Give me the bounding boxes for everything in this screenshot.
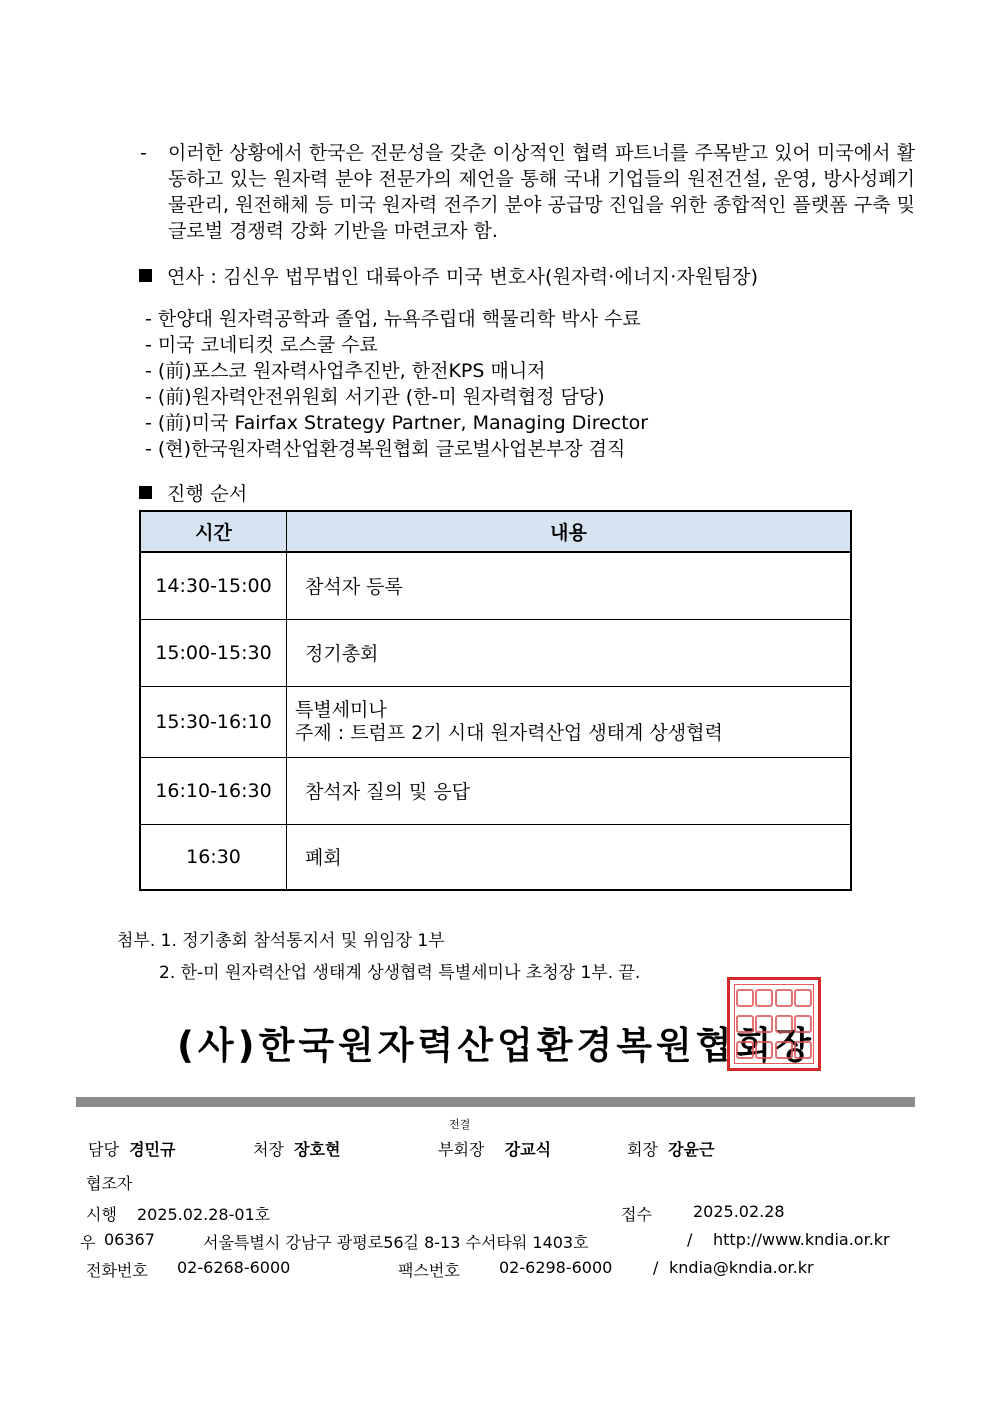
- table-row: [140, 619, 851, 686]
- bio-item: - (前)미국 Fairfax Strategy Partner, Managing Director: [145, 412, 649, 434]
- jeongyeol-mark: 전결: [449, 1118, 471, 1131]
- official-seal-stamp: [727, 977, 821, 1071]
- bio-item: - 한양대 원자력공학과 졸업, 뉴욕주립대 핵물리학 박사 수료: [145, 308, 641, 330]
- president-name: 강윤근: [668, 1140, 715, 1159]
- schedule-table: [139, 510, 852, 891]
- receipt-label: 접수: [621, 1205, 652, 1224]
- row-time: 15:30-16:10: [140, 686, 287, 757]
- director-label: 처장: [253, 1140, 284, 1159]
- attachment-line-2: 2. 한-미 원자력산업 생태계 상생협력 특별세미나 초청장 1부. 끝.: [159, 963, 641, 983]
- content-column-header: 내용: [287, 511, 852, 552]
- speaker-label: 연사 : 김신우 법무법인 대륙아주 미국 변호사(원자력·에너지·자원팀장): [167, 266, 759, 288]
- row-time: 14:30-15:00: [140, 552, 287, 619]
- charge-label: 담당: [88, 1140, 119, 1159]
- square-bullet-icon: [139, 269, 152, 282]
- phone-number: 02-6268-6000: [177, 1258, 291, 1277]
- website-link[interactable]: http://www.kndia.or.kr: [713, 1230, 890, 1249]
- table-row: [140, 824, 851, 890]
- row-content: 정기총회: [287, 619, 852, 686]
- speaker-heading: [139, 262, 758, 289]
- table-header-row: [140, 511, 851, 552]
- row-time: 16:30: [140, 824, 287, 890]
- seminar-title: 특별세미나: [295, 698, 387, 721]
- intro-paragraph: [140, 140, 915, 244]
- approval-charge: [88, 1137, 175, 1160]
- intro-text: 이러한 상황에서 한국은 전문성을 갖춘 이상적인 협력 파트너를 주목받고 있어 미국에서 활동하고 있는 원자력 분야 전문가의 제언을 통해 국내 기업들의 원전건설, 운영, 방사성폐기물관리, 원전해체 등 미국 원자력 전주기 분야 공급망 진입을 위한 종합적인 플랫폼 구축 및 글로벌 경쟁력 강화 기반을 마련코자 함.: [168, 142, 915, 242]
- schedule-heading: [139, 479, 247, 506]
- vice-president-name: 강교식: [504, 1140, 552, 1159]
- vice-president-label: 부회장: [438, 1140, 485, 1159]
- speaker-bio-list: [145, 306, 648, 462]
- enforcement-number: 2025.02.28-01호: [137, 1205, 271, 1224]
- approval-president: [627, 1137, 714, 1160]
- bio-item: - 미국 코네티컷 로스쿨 수료: [145, 334, 378, 356]
- separator-slash: /: [653, 1258, 659, 1277]
- enforcement-label: 시행: [86, 1205, 117, 1224]
- approval-vice-president: [438, 1137, 551, 1160]
- table-row: [140, 757, 851, 824]
- postal-label: 우: [80, 1233, 96, 1252]
- row-content: 폐회: [287, 824, 852, 890]
- president-label: 회장: [627, 1140, 658, 1159]
- row-content: 참석자 질의 및 응답: [287, 757, 852, 824]
- seminar-topic: 주제 : 트럼프 2기 시대 원자력산업 생태계 상생협력: [295, 721, 723, 744]
- schedule-label: 진행 순서: [167, 483, 248, 505]
- postal-code: 06367: [104, 1230, 155, 1249]
- fax-number: 02-6298-6000: [499, 1258, 613, 1277]
- bio-item: - (현)한국원자력산업환경복원협회 글로벌사업본부장 겸직: [145, 438, 626, 460]
- cooperator-label: 협조자: [86, 1174, 133, 1193]
- director-name: 장호현: [294, 1140, 341, 1159]
- time-column-header: 시간: [140, 511, 287, 552]
- attachment-line-1: 첨부. 1. 정기총회 참석통지서 및 위임장 1부: [117, 931, 445, 951]
- email-link[interactable]: kndia@kndia.or.kr: [669, 1258, 814, 1277]
- square-bullet-icon: [139, 486, 152, 499]
- footer-divider: [76, 1097, 915, 1107]
- phone-label: 전화번호: [86, 1261, 148, 1280]
- row-time: 16:10-16:30: [140, 757, 287, 824]
- issuer-name: (사)한국원자력산업환경복원협회장: [177, 1024, 815, 1067]
- row-content: 참석자 등록: [287, 552, 852, 619]
- fax-label: 팩스번호: [398, 1261, 460, 1280]
- separator-slash: /: [687, 1230, 693, 1249]
- address: 서울특별시 강남구 광평로56길 8-13 수서타워 1403호: [203, 1233, 589, 1252]
- approval-director: [253, 1137, 340, 1160]
- table-row: [140, 686, 851, 757]
- row-content: [287, 686, 852, 757]
- intro-dash: -: [140, 142, 147, 164]
- bio-item: - (前)포스코 원자력사업추진반, 한전KPS 매니저: [145, 360, 546, 382]
- bio-item: - (前)원자력안전위원회 서기관 (한-미 원자력협정 담당): [145, 386, 605, 408]
- receipt-date: 2025.02.28: [693, 1202, 785, 1221]
- table-row: [140, 552, 851, 619]
- charge-name: 경민규: [129, 1140, 176, 1159]
- row-time: 15:00-15:30: [140, 619, 287, 686]
